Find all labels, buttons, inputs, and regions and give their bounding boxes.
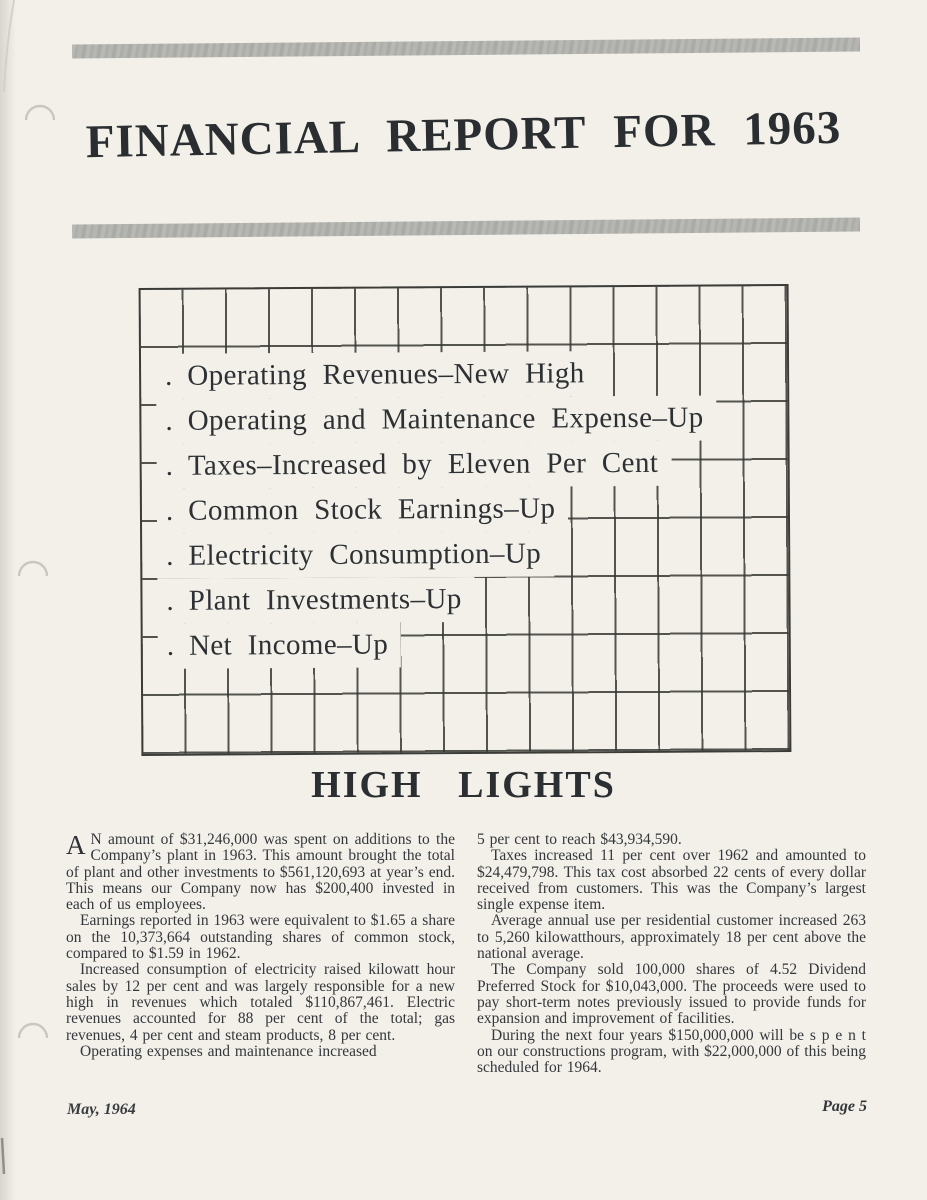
- highlight-label: Taxes–Increased by Eleven Per Cent: [187, 446, 659, 482]
- bullet-dot-icon: .: [165, 494, 174, 527]
- paragraph-text: N amount of $31,246,000 was spent on additions to the Company’s plant in 1963. This amount brought the total of plant and other investments to $561,120,693 at year’s end. This means our Company now has $200,400 invested in each of us employees.: [66, 831, 455, 914]
- highlights-grid-box: [139, 284, 792, 756]
- paragraph: Operating expenses and maintenance increased: [80, 1042, 377, 1060]
- highlight-item: [142, 530, 788, 579]
- section-heading: HIGH LIGHTS: [311, 764, 616, 806]
- bullet-dot-icon: .: [165, 359, 173, 392]
- drop-cap: A: [66, 830, 86, 860]
- highlights-list: [141, 350, 789, 669]
- paragraph: 5 per cent to reach $43,934,590.: [477, 831, 682, 848]
- highlight-item: [143, 620, 789, 669]
- paragraph: The Company sold 100,000 shares of 4.52 Dividend Preferred Stock for $10,043,000. The proceeds were used to pay short-term notes previously issued to provide funds for expansion and improvement of facilities.: [477, 961, 866, 1028]
- highlight-item: [141, 395, 787, 444]
- paragraph: During the next four years $150,000,000 will be s p e n t on our constructions program, with $22,000,000 of this being scheduled for 1964.: [477, 1026, 866, 1077]
- bullet-dot-icon: .: [166, 584, 174, 617]
- paragraph: [66, 832, 455, 913]
- paragraph: Increased consumption of electricity raised kilowatt hour sales by 12 per cent and was largely responsible for a new high in revenues which totaled $110,867,461. Electric revenues accounted for 88 per cent of the total; gas revenues, 4 per cent and steam products, 8 per cent.: [66, 961, 455, 1044]
- highlight-item: [141, 350, 787, 399]
- footer-page-number: Page 5: [822, 1098, 867, 1115]
- punch-hole-icon: [19, 562, 47, 576]
- highlight-label: Common Stock Earnings–Up: [188, 492, 556, 527]
- highlight-item: [142, 575, 788, 624]
- highlight-label: Operating Revenues–New High: [187, 357, 585, 392]
- bullet-dot-icon: .: [166, 539, 174, 572]
- paragraph: Taxes increased 11 per cent over 1962 and amounted to $24,479,798. This tax cost absorbed 22 cents of every dollar received from customers. This was the Company’s largest single expense item.: [477, 847, 866, 914]
- highlight-label: Electricity Consumption–Up: [188, 537, 542, 572]
- highlight-item: [142, 440, 788, 489]
- bottom-rule-bar: [72, 218, 860, 239]
- highlight-item: [142, 485, 788, 534]
- left-column: [66, 832, 455, 1076]
- footer-date: May, 1964: [67, 1101, 136, 1118]
- article: [66, 832, 866, 1076]
- punch-hole-icon: [19, 1024, 47, 1038]
- paragraph: Earnings reported in 1963 were equivalent to $1.65 a share on the 10,373,664 outstanding shares of common stock, compared to $1.59 in 1962.: [66, 912, 455, 963]
- paper-edge-shade: [0, 0, 16, 1200]
- paragraph: Average annual use per residential customer increased 263 to 5,260 kilowatthours, approximately 18 per cent above the national average.: [477, 912, 866, 963]
- bullet-dot-icon: .: [165, 449, 174, 482]
- highlight-label: Operating and Maintenance Expense–Up: [187, 401, 704, 437]
- bullet-dot-icon: .: [166, 629, 175, 662]
- page-title: FINANCIAL REPORT FOR 1963: [85, 101, 842, 169]
- right-column: [477, 832, 866, 1076]
- highlight-label: Net Income–Up: [188, 628, 389, 662]
- bullet-dot-icon: .: [165, 404, 173, 437]
- top-rule-bar: [72, 38, 860, 59]
- highlight-label: Plant Investments–Up: [188, 583, 462, 617]
